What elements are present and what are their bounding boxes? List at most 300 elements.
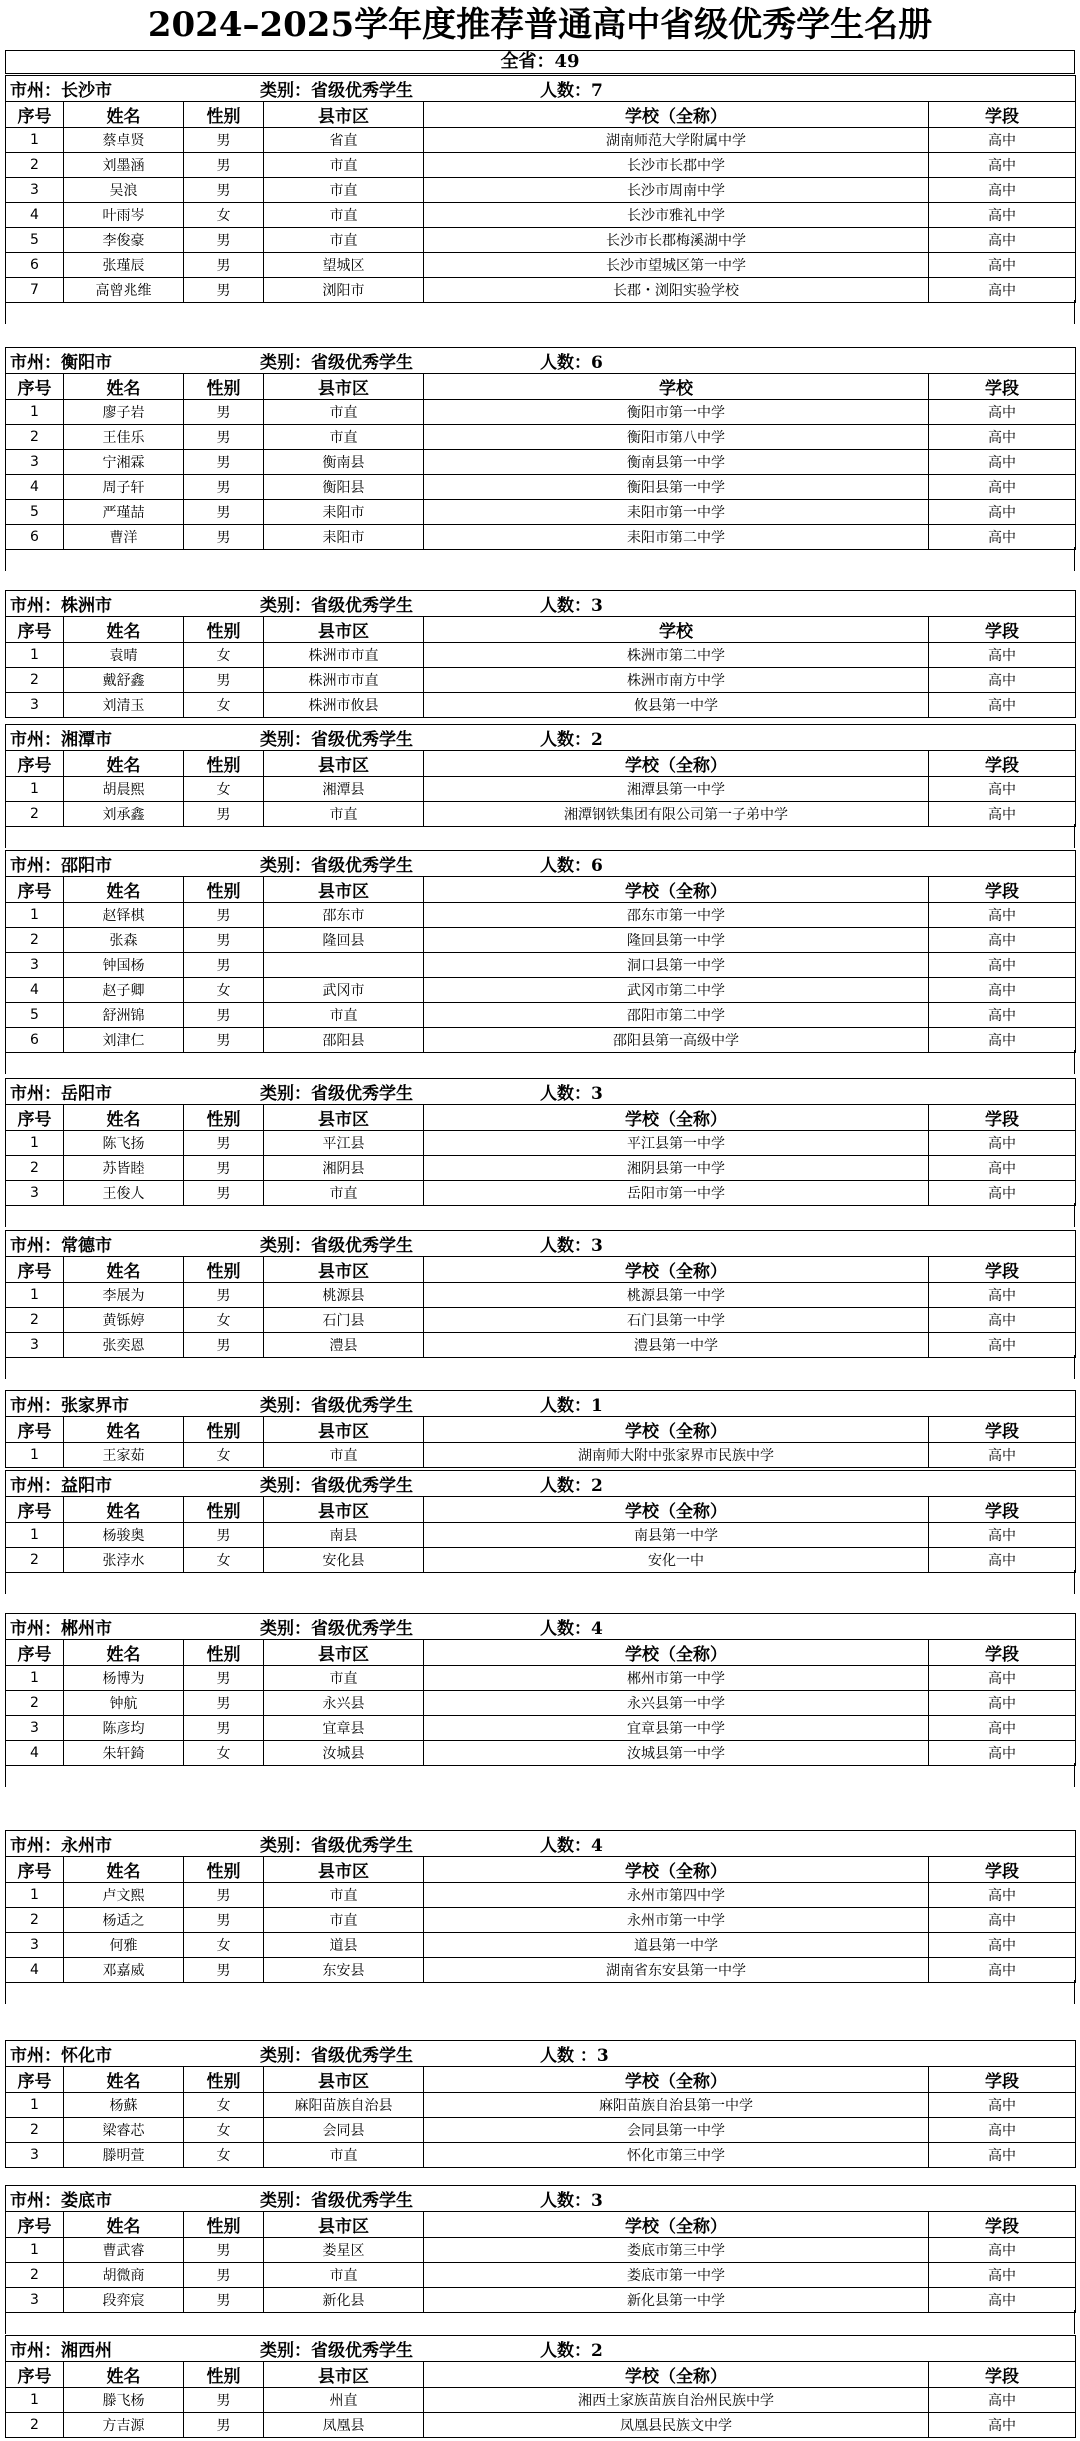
table-cell: 高中 [929,953,1076,978]
column-header: 学段 [929,1417,1076,1443]
section-spacer [5,1763,1075,1787]
table-cell: 高中 [929,2388,1076,2413]
table-cell: 高中 [929,128,1076,153]
table-cell: 高中 [929,450,1076,475]
column-header-row [6,617,1076,643]
count-label: 人数：6 [540,353,603,373]
section-table [5,2040,1076,2168]
table-cell: 邵阳县第一高级中学 [424,1028,929,1053]
table-cell: 胡晨熙 [64,777,184,802]
count-label: 人数：2 [540,2341,603,2361]
city-label: 市州：湘潭市 [10,730,112,750]
table-cell: 高中 [929,1741,1076,1766]
table-cell: 2 [6,1156,64,1181]
table-cell: 男 [184,278,264,303]
section-table [5,347,1076,550]
table-row [6,2413,1076,2438]
table-cell: 钟航 [64,1691,184,1716]
table-row [6,400,1076,425]
table-cell: 南县第一中学 [424,1523,929,1548]
column-header: 姓名 [64,2067,184,2093]
table-cell: 高中 [929,475,1076,500]
table-row [6,1548,1076,1573]
table-cell: 男 [184,1883,264,1908]
table-cell: 2 [6,1691,64,1716]
table-cell: 女 [184,777,264,802]
table-cell: 高中 [929,928,1076,953]
table-cell: 3 [6,1333,64,1358]
table-cell: 周子轩 [64,475,184,500]
column-header: 学段 [929,2362,1076,2388]
table-cell: 男 [184,1908,264,1933]
column-header: 序号 [6,2067,64,2093]
table-cell: 3 [6,2288,64,2313]
section-header-row [6,851,1076,877]
table-row [6,1523,1076,1548]
section-table [5,1390,1076,1468]
city-label: 市州：怀化市 [10,2046,112,2066]
table-cell: 男 [184,400,264,425]
table-cell: 宁湘霖 [64,450,184,475]
column-header: 学段 [929,617,1076,643]
table-row [6,1883,1076,1908]
table-cell: 凤凰县 [264,2413,424,2438]
column-header: 序号 [6,877,64,903]
table-cell: 男 [184,1523,264,1548]
column-header: 学校（全称） [424,102,929,128]
table-cell: 男 [184,1028,264,1053]
table-cell: 4 [6,1741,64,1766]
table-cell: 娄星区 [264,2238,424,2263]
category-label: 类别：省级优秀学生 [260,1619,413,1639]
column-header-row [6,1497,1076,1523]
table-cell: 高中 [929,2093,1076,2118]
table-cell: 市直 [264,1883,424,1908]
column-header: 县市区 [264,374,424,400]
column-header: 学段 [929,2067,1076,2093]
table-cell: 高曾兆维 [64,278,184,303]
table-row [6,153,1076,178]
table-cell: 洞口县第一中学 [424,953,929,978]
table-cell: 男 [184,1691,264,1716]
column-header: 县市区 [264,102,424,128]
section-spacer [5,1980,1075,2004]
table-cell [264,953,424,978]
table-cell: 永州市第四中学 [424,1883,929,1908]
category-label: 类别：省级优秀学生 [260,2191,413,2211]
table-cell: 张森 [64,928,184,953]
table-cell: 高中 [929,1548,1076,1573]
table-row [6,228,1076,253]
table-cell: 高中 [929,777,1076,802]
table-cell: 高中 [929,1003,1076,1028]
column-header: 学校（全称） [424,2362,929,2388]
table-cell: 株洲市南方中学 [424,668,929,693]
table-cell: 男 [184,525,264,550]
column-header: 学段 [929,1105,1076,1131]
table-cell: 汝城县第一中学 [424,1741,929,1766]
table-cell: 6 [6,1028,64,1053]
table-row [6,643,1076,668]
section-spacer [5,1570,1075,1594]
column-header: 姓名 [64,1417,184,1443]
table-cell: 5 [6,228,64,253]
table-cell: 李展为 [64,1283,184,1308]
section-header-row [6,591,1076,617]
table-cell: 4 [6,1958,64,1983]
table-cell: 张浡水 [64,1548,184,1573]
table-cell: 永兴县第一中学 [424,1691,929,1716]
table-cell: 平江县第一中学 [424,1131,929,1156]
table-cell: 男 [184,1958,264,1983]
table-cell: 高中 [929,500,1076,525]
table-cell: 高中 [929,2143,1076,2168]
column-header: 性别 [184,1417,264,1443]
column-header: 学段 [929,374,1076,400]
table-cell: 陈飞扬 [64,1131,184,1156]
column-header: 学段 [929,102,1076,128]
column-header-row [6,2212,1076,2238]
table-row [6,1666,1076,1691]
table-cell: 衡南县 [264,450,424,475]
table-row [6,1283,1076,1308]
table-cell: 杨骏奥 [64,1523,184,1548]
column-header: 学校 [424,617,929,643]
table-cell: 耒阳市 [264,525,424,550]
section-header-row [6,1231,1076,1257]
column-header: 县市区 [264,2212,424,2238]
column-header: 学校 [424,374,929,400]
table-cell: 攸县第一中学 [424,693,929,718]
table-cell: 男 [184,802,264,827]
category-label: 类别：省级优秀学生 [260,2046,413,2066]
section-header-row [6,1831,1076,1857]
column-header: 姓名 [64,2212,184,2238]
column-header: 学校（全称） [424,1257,929,1283]
section-header-row [6,1391,1076,1417]
column-header: 县市区 [264,1497,424,1523]
table-cell: 3 [6,1181,64,1206]
table-cell: 高中 [929,525,1076,550]
table-cell: 长沙市望城区第一中学 [424,253,929,278]
table-cell: 湘阴县第一中学 [424,1156,929,1181]
section-table [5,1830,1076,1983]
column-header: 县市区 [264,617,424,643]
table-cell: 株洲市市直 [264,668,424,693]
table-cell: 湘阴县 [264,1156,424,1181]
table-cell: 严瑾喆 [64,500,184,525]
column-header: 学段 [929,1257,1076,1283]
table-cell: 邵阳市第二中学 [424,1003,929,1028]
table-cell: 男 [184,1666,264,1691]
count-label: 人数：4 [540,1836,603,1856]
column-header: 学段 [929,1640,1076,1666]
table-cell: 男 [184,425,264,450]
table-cell: 朱轩錡 [64,1741,184,1766]
column-header: 序号 [6,2362,64,2388]
table-cell: 6 [6,253,64,278]
section-header-row [6,76,1076,102]
table-cell: 隆回县 [264,928,424,953]
table-cell: 株洲市攸县 [264,693,424,718]
category-label: 类别：省级优秀学生 [260,596,413,616]
table-row [6,1131,1076,1156]
table-cell: 长沙市长郡中学 [424,153,929,178]
table-cell: 高中 [929,425,1076,450]
table-cell: 高中 [929,903,1076,928]
table-cell: 高中 [929,278,1076,303]
column-header: 学校（全称） [424,1417,929,1443]
column-header: 性别 [184,102,264,128]
table-cell: 2 [6,425,64,450]
table-cell: 曹洋 [64,525,184,550]
table-cell: 市直 [264,203,424,228]
column-header: 性别 [184,751,264,777]
table-cell: 7 [6,278,64,303]
table-cell: 高中 [929,400,1076,425]
table-cell: 男 [184,668,264,693]
column-header: 性别 [184,877,264,903]
table-cell: 湘潭县第一中学 [424,777,929,802]
table-row [6,1443,1076,1468]
table-cell: 滕飞杨 [64,2388,184,2413]
table-cell: 武冈市 [264,978,424,1003]
table-cell: 2 [6,802,64,827]
column-header: 姓名 [64,1857,184,1883]
city-label: 市州：长沙市 [10,81,112,101]
table-cell: 湘潭钢铁集团有限公司第一子弟中学 [424,802,929,827]
column-header: 县市区 [264,1257,424,1283]
table-cell: 宜章县第一中学 [424,1716,929,1741]
table-cell: 1 [6,1131,64,1156]
city-label: 市州：常德市 [10,1236,112,1256]
table-cell: 衡阳县第一中学 [424,475,929,500]
table-cell: 女 [184,1443,264,1468]
table-row [6,203,1076,228]
table-row [6,2238,1076,2263]
table-cell: 市直 [264,425,424,450]
category-label: 类别：省级优秀学生 [260,1396,413,1416]
city-label: 市州：永州市 [10,1836,112,1856]
table-row [6,903,1076,928]
count-label: 人数：3 [540,1084,603,1104]
table-cell: 安化一中 [424,1548,929,1573]
table-cell: 女 [184,2143,264,2168]
table-cell: 2 [6,1908,64,1933]
section-spacer [5,547,1075,571]
column-header: 姓名 [64,102,184,128]
column-header: 姓名 [64,751,184,777]
table-row [6,253,1076,278]
table-cell: 东安县 [264,1958,424,1983]
table-row [6,2388,1076,2413]
column-header-row [6,2067,1076,2093]
table-cell: 高中 [929,1131,1076,1156]
column-header: 序号 [6,1105,64,1131]
table-cell: 男 [184,1003,264,1028]
column-header: 学校（全称） [424,1105,929,1131]
table-cell: 市直 [264,2143,424,2168]
table-cell: 1 [6,1283,64,1308]
table-cell: 女 [184,2093,264,2118]
table-cell: 3 [6,178,64,203]
column-header: 学段 [929,1857,1076,1883]
column-header: 序号 [6,617,64,643]
table-cell: 杨博为 [64,1666,184,1691]
table-row [6,1741,1076,1766]
table-cell: 平江县 [264,1131,424,1156]
table-row [6,525,1076,550]
table-cell: 望城区 [264,253,424,278]
table-cell: 高中 [929,203,1076,228]
table-cell: 苏皆睦 [64,1156,184,1181]
table-cell: 长沙市雅礼中学 [424,203,929,228]
table-cell: 湘潭县 [264,777,424,802]
table-cell: 陈彦均 [64,1716,184,1741]
table-cell: 杨适之 [64,1908,184,1933]
table-cell: 州直 [264,2388,424,2413]
table-cell: 衡南县第一中学 [424,450,929,475]
table-cell: 高中 [929,693,1076,718]
table-cell: 女 [184,693,264,718]
count-label: 人数：2 [540,730,603,750]
table-cell: 省直 [264,128,424,153]
section-table [5,2335,1076,2438]
table-cell: 耒阳市第一中学 [424,500,929,525]
table-cell: 株洲市市直 [264,643,424,668]
table-row [6,978,1076,1003]
table-cell: 高中 [929,2288,1076,2313]
table-cell: 男 [184,500,264,525]
section-spacer [5,1355,1075,1379]
table-cell: 澧县 [264,1333,424,1358]
table-cell: 男 [184,928,264,953]
category-label: 类别：省级优秀学生 [260,856,413,876]
column-header: 姓名 [64,1497,184,1523]
table-cell: 刘津仁 [64,1028,184,1053]
table-row [6,425,1076,450]
count-label: 人数：3 [540,596,603,616]
column-header: 姓名 [64,877,184,903]
table-cell: 市直 [264,153,424,178]
table-cell: 1 [6,903,64,928]
page-title: 2024–2025学年度推荐普通高中省级优秀学生名册 [147,5,933,45]
column-header: 学校（全称） [424,1497,929,1523]
column-header: 县市区 [264,1417,424,1443]
table-cell: 段弈宸 [64,2288,184,2313]
table-row [6,1933,1076,1958]
table-cell: 高中 [929,1691,1076,1716]
section-spacer [5,2310,1075,2334]
column-header: 县市区 [264,877,424,903]
table-cell: 男 [184,2263,264,2288]
column-header: 学校（全称） [424,1640,929,1666]
table-cell: 方吉源 [64,2413,184,2438]
table-cell: 高中 [929,1908,1076,1933]
table-cell: 3 [6,2143,64,2168]
table-cell: 衡阳市第一中学 [424,400,929,425]
table-cell: 武冈市第二中学 [424,978,929,1003]
table-cell: 刘承鑫 [64,802,184,827]
table-cell: 高中 [929,643,1076,668]
table-cell: 女 [184,643,264,668]
table-cell: 桃源县第一中学 [424,1283,929,1308]
count-label: 人数 ：3 [540,2046,609,2066]
table-cell: 高中 [929,1308,1076,1333]
table-row [6,1308,1076,1333]
table-cell: 1 [6,1666,64,1691]
section-table [5,75,1076,303]
table-cell: 高中 [929,1523,1076,1548]
table-cell: 2 [6,2263,64,2288]
table-cell: 株洲市第二中学 [424,643,929,668]
table-cell: 新化县第一中学 [424,2288,929,2313]
table-row [6,928,1076,953]
table-cell: 男 [184,153,264,178]
section-table [5,1470,1076,1573]
table-cell: 2 [6,1308,64,1333]
column-header: 性别 [184,1857,264,1883]
table-cell: 王俊人 [64,1181,184,1206]
table-row [6,1028,1076,1053]
table-cell: 高中 [929,1883,1076,1908]
section-table [5,1230,1076,1358]
table-row [6,777,1076,802]
table-cell: 湖南师范大学附属中学 [424,128,929,153]
table-cell: 黄铄婷 [64,1308,184,1333]
column-header-row [6,751,1076,777]
column-header: 序号 [6,1857,64,1883]
table-cell: 女 [184,203,264,228]
table-cell: 市直 [264,178,424,203]
column-header: 县市区 [264,1105,424,1131]
city-label: 市州：湘西州 [10,2341,112,2361]
section-header-row [6,2186,1076,2212]
section-header-row [6,2336,1076,2362]
table-cell: 高中 [929,2263,1076,2288]
column-header: 县市区 [264,2067,424,2093]
table-row [6,2288,1076,2313]
column-header-row [6,1257,1076,1283]
table-cell: 永兴县 [264,1691,424,1716]
column-header: 序号 [6,102,64,128]
table-row [6,1333,1076,1358]
column-header: 学校（全称） [424,751,929,777]
table-cell: 邵阳县 [264,1028,424,1053]
table-cell: 男 [184,178,264,203]
table-row [6,2263,1076,2288]
table-cell: 1 [6,2388,64,2413]
column-header: 姓名 [64,374,184,400]
column-header: 性别 [184,2067,264,2093]
table-cell: 女 [184,2118,264,2143]
table-cell: 高中 [929,178,1076,203]
city-label: 市州：邵阳市 [10,856,112,876]
table-cell: 麻阳苗族自治县 [264,2093,424,2118]
column-header-row [6,1857,1076,1883]
table-cell: 高中 [929,2413,1076,2438]
province-total: 全省：49 [5,50,1075,74]
table-cell: 滕明萱 [64,2143,184,2168]
column-header: 学段 [929,877,1076,903]
table-cell: 市直 [264,1003,424,1028]
table-cell: 2 [6,1548,64,1573]
table-cell: 廖子岩 [64,400,184,425]
table-cell: 1 [6,128,64,153]
city-label: 市州：益阳市 [10,1476,112,1496]
column-header: 学段 [929,751,1076,777]
table-cell: 1 [6,1523,64,1548]
